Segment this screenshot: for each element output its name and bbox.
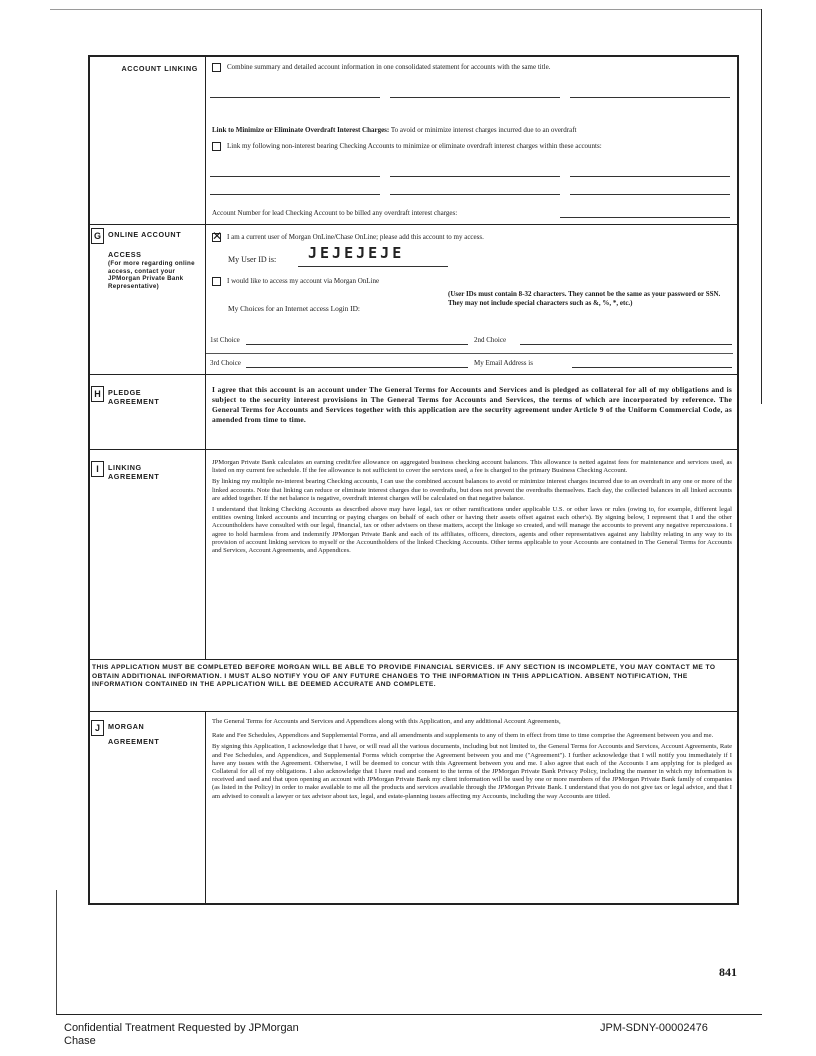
scan-edge-bottom — [56, 1014, 762, 1015]
section-letter: G — [91, 228, 104, 244]
current-user-text: I am a current user of Morgan OnLine/Chase OnLine; please add this account to my access. — [227, 233, 484, 242]
overdraft-heading-rest: To avoid or minimize interest charges incurred due to an overdraft — [390, 126, 577, 134]
section-title: PLEDGE — [108, 388, 142, 397]
third-choice-field[interactable] — [246, 367, 468, 368]
linking-paragraph: By linking my multiple no-interest bearing Checking accounts, I can use the combined account balances to avoid or minimize interest charges incurred due to an overdraft in any one or more of the linked accounts. Note that linking can reduce or eliminate interest charges due to overdrafts, but does not prevent the overdrafts themselves. Each day, the collected balances in all linked accounts are added together. If the net balance is negative, overdraft interest charges will be calculated on that negative balance. — [212, 478, 732, 502]
linking-section — [88, 450, 739, 660]
lead-account-label: Account Number for lead Checking Account to be billed any overdraft interest charges: — [212, 209, 458, 217]
scan-edge-right — [761, 9, 762, 404]
email-label: My Email Address is — [474, 359, 533, 367]
scan-edge-top — [50, 9, 762, 10]
write-line — [570, 194, 730, 195]
write-line — [390, 194, 560, 195]
account-linking-section — [88, 55, 739, 225]
section-title-line2: AGREEMENT — [108, 472, 160, 481]
would-like-checkbox[interactable] — [212, 277, 221, 286]
write-line — [390, 97, 560, 98]
write-line — [210, 176, 380, 177]
section-title-line2: AGREEMENT — [108, 737, 160, 746]
lead-account-field[interactable] — [560, 217, 730, 218]
write-line — [210, 194, 380, 195]
write-line — [570, 176, 730, 177]
linking-content — [210, 450, 733, 659]
section-letter: H — [91, 386, 104, 402]
consolidated-statement-text: Combine summary and detailed account information in one consolidated statement for accounts with the same title. — [227, 63, 551, 72]
user-id-value[interactable]: JEJEJEJE — [308, 244, 405, 262]
agreement-paragraph: Rate and Fee Schedules, Appendices and Supplemental Forms, and all amendments and supplements to any of them in effect from time to time comprise the Agreement between you and me. — [212, 732, 714, 740]
agreement-paragraph: By signing this Application, I acknowledge that I have, or will read all the various documents, including but not limited to, the General Terms for Accounts and Services, Account Agreements, Rate and Fee Schedules, and Appendices, and Supplemental Forms which comprise the Agreement between you and me ("Agreement"). I further acknowledge that I will notify you immediately if I have any issues with the Agreement. Otherwise, I will be deemed to concur with this Agreement between you and me. I also agree that each of the Accounts I am applying for is pledged as Collateral for all of my obligations. I also acknowledge that I have read and consent to the terms of the JPMorgan Private Bank Privacy Policy, including the manner in which my information is received and used and that upon opening an account with JPMorgan Private Bank my client information will be used by one or more members of the JPMorgan Private Bank family of companies (as listed in the Policy) in order to make available to me all the products and services available through the JPMorgan Private Bank. I understand that you do not give tax or legal advice, and that I am advised to consult a lawyer or tax advisor about tax, legal, and estate-planning issues affecting my Accounts, including the way Accounts are titled. — [212, 743, 732, 800]
pledge-content — [210, 375, 733, 449]
section-title: ACCOUNT LINKING — [121, 64, 198, 73]
third-choice-label: 3rd Choice — [210, 359, 241, 367]
user-id-label: My User ID is: — [228, 255, 277, 264]
linking-paragraph: JPMorgan Private Bank calculates an earning credit/fee allowance on aggregated business checking account balances. This allowance is netted against fees for maintenance and services used, as listed on my current fee schedule. If the fee allowance is not sufficient to cover the services used, a fee is charged to the primary Business Checking Account. — [212, 459, 732, 475]
online-access-content — [210, 225, 733, 374]
link-checking-checkbox[interactable] — [212, 142, 221, 151]
pledge-text: I agree that this account is an account under The General Terms for Accounts and Services and is pledged as collateral for all of my obligations and is subject to the security interest provisions in The General Terms for Accounts and Services, the terms of which are incorporated by reference. The General Terms for Accounts and Services together with this application are the security agreement under Article 9 of the Uniform Commercial Code, as amended from time to time. — [212, 385, 732, 424]
section-label-column — [88, 712, 206, 905]
overdraft-heading: Link to Minimize or Eliminate Overdraft Interest Charges: — [212, 126, 390, 134]
row-divider — [206, 353, 733, 354]
link-checking-text: Link my following non-interest bearing Checking Accounts to minimize or eliminate overdraft interest charges within these accounts: — [227, 142, 602, 151]
section-letter: J — [91, 720, 104, 736]
user-id-line — [298, 266, 448, 267]
second-choice-label: 2nd Choice — [474, 336, 507, 344]
current-user-checkbox[interactable] — [212, 233, 221, 242]
online-access-section — [88, 225, 739, 375]
linking-paragraph: I understand that linking Checking Accounts as described above may have legal, tax or other ramifications under applicable U.S. or other laws or rules (owing to, for example, different legal entities owning linked accounts and incurring or paying charges on behalf of each other or having their assets offset against each other's). By signing below, I represent that I and the other Accountholders have consulted with our legal, financial, tax or other advisers on these matters, accept the linkage so created, and will manage the accounts to prevent any negative repercussions. I agree to hold harmless from and indemnify JPMorgan Private Bank and each of its affiliates, officers, directors, agents and other representatives against any liability relating in any way to its provision of account linking services to myself or the Accountholders of the linked Checking Accounts. Other terms applicable to your Accounts are contained in The General Terms for Accounts and Services, Account Agreements, and Appendices. — [212, 506, 732, 555]
second-choice-field[interactable] — [520, 344, 732, 345]
section-label-column — [88, 450, 206, 659]
write-line — [570, 97, 730, 98]
agreement-paragraph: The General Terms for Accounts and Services and Appendices along with this Application, and any additional Account Agreements, — [212, 718, 561, 725]
section-label-column — [88, 55, 206, 224]
choices-label: My Choices for an Internet access Login ID: — [228, 304, 360, 313]
first-choice-label: 1st Choice — [210, 336, 240, 344]
write-line — [390, 176, 560, 177]
completion-notice: THIS APPLICATION MUST BE COMPLETED BEFORE MORGAN WILL BE ABLE TO PROVIDE FINANCIAL SERVICES. IF ANY SECTION IS INCOMPLETE, YOU MAY CONTACT ME TO OBTAIN ADDITIONAL INFORMATION. I MUST ALSO NOTIFY YOU OF ANY FUTURE CHANGES TO THE INFORMATION IN THIS APPLICATION. ABSENT NOTIFICATION, THE INFORMATION CONTAINED IN THE APPLICATION WILL BE DEEMED ACCURATE AND COMPLETE. — [88, 660, 739, 712]
bates-number: JPM-SDNY-00002476 — [600, 1022, 708, 1034]
section-title-line2: AGREEMENT — [108, 397, 160, 406]
scan-edge-left — [56, 890, 57, 1015]
section-letter: I — [91, 461, 104, 477]
write-line — [210, 97, 380, 98]
pledge-section — [88, 375, 739, 450]
choices-note: (User IDs must contain 8-32 characters. They cannot be the same as your password or SSN. They may not include special characters such as &, %, *, etc.) — [448, 290, 721, 307]
page-number: 841 — [719, 965, 737, 979]
first-choice-field[interactable] — [246, 344, 468, 345]
email-field[interactable] — [572, 367, 732, 368]
account-linking-content — [210, 55, 733, 224]
consolidated-statement-checkbox[interactable] — [212, 63, 221, 72]
morgan-agreement-content — [210, 712, 733, 905]
would-like-text: I would like to access my account via Morgan OnLine — [227, 277, 380, 286]
section-subtitle: (For more regarding online access, contact your JPMorgan Private Bank Representative) — [108, 260, 195, 290]
section-title: LINKING — [108, 463, 142, 472]
section-label-column — [88, 225, 206, 374]
section-title: MORGAN — [108, 722, 145, 731]
morgan-agreement-section — [88, 712, 739, 905]
confidential-footer: Confidential Treatment Requested by JPMorgan Chase — [64, 1022, 299, 1047]
section-label-column — [88, 375, 206, 449]
section-title: ONLINE ACCOUNT — [108, 230, 182, 239]
section-title-line2: ACCESS — [108, 250, 142, 259]
